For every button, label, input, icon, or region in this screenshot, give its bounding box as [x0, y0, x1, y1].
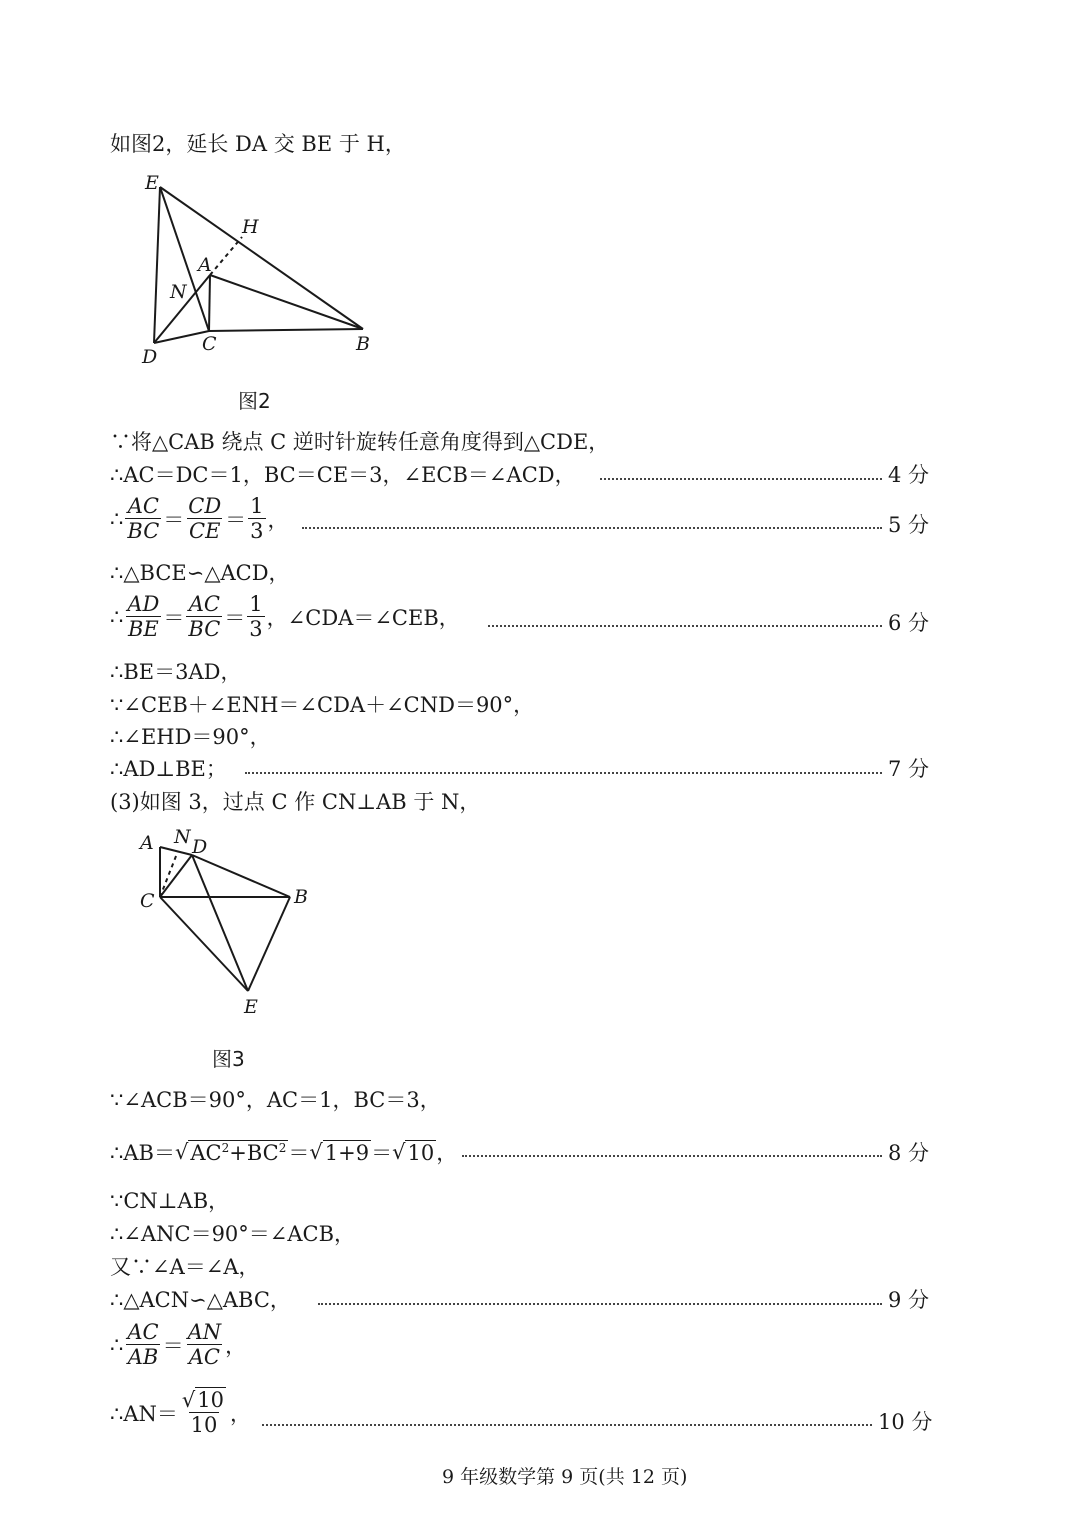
fig3-segment-CE — [160, 897, 248, 991]
fig2-label-C: C — [202, 333, 217, 355]
figure-3 — [130, 825, 330, 1025]
fraction: $\frac{AN}{AC}$ — [187, 1320, 222, 1370]
fraction: $\frac{AC}{AB}$ — [127, 1320, 159, 1370]
part3-line-5: 又∵∠A＝∠A， — [110, 1255, 260, 1279]
score-5: 5 分 — [888, 513, 930, 537]
fig3-segment-AD — [160, 847, 192, 855]
fraction: $\frac{1}{3}$ — [250, 494, 264, 544]
fig3-label-B: B — [294, 886, 308, 908]
fig2-label-N: N — [170, 281, 187, 303]
fig2-segment-ED — [154, 187, 160, 343]
fig3-segment-BE — [248, 897, 290, 991]
part3-line-3: ∵CN⊥AB， — [110, 1189, 230, 1213]
leader-dots — [488, 625, 882, 627]
fraction: $\frac{√10}{10}$ — [181, 1388, 225, 1438]
fraction: $\frac{AD}{BE}$ — [127, 592, 160, 642]
part3-line-6: ∴△ACN∽△ABC， — [110, 1288, 291, 1312]
figure-2 — [130, 165, 390, 375]
fig2-label-A: A — [198, 254, 212, 276]
part3-line-1: ∵∠ACB＝90°，AC＝1，BC＝3， — [110, 1088, 441, 1112]
step-6: ∴BE＝3AD， — [110, 660, 242, 684]
step-2: ∴AC＝DC＝1，BC＝CE＝3，∠ECB＝∠ACD， — [110, 463, 576, 487]
step-7: ∵∠CEB＋∠ENH＝∠CDA＋∠CND＝90°， — [110, 693, 535, 717]
fig3-label-C: C — [140, 890, 155, 912]
step-1: ∵将△CAB 绕点 C 逆时针旋转任意角度得到△CDE， — [110, 430, 610, 454]
leader-dots — [302, 527, 882, 529]
fig3-label-E: E — [244, 996, 258, 1018]
fraction: $\frac{AC}{BC}$ — [188, 592, 221, 642]
fig3-label-A: A — [140, 832, 154, 854]
fraction: $\frac{CD}{CE}$ — [188, 494, 222, 544]
intro-line: 如图2，延长 DA 交 BE 于 H， — [110, 132, 406, 156]
score-7: 7 分 — [888, 757, 930, 781]
fig2-segment-CB — [209, 329, 363, 331]
score-6: 6 分 — [888, 611, 930, 635]
part3-line-4: ∴∠ANC＝90°＝∠ACB， — [110, 1222, 356, 1246]
fig2-caption: 图2 — [238, 389, 271, 413]
score-4: 4 分 — [888, 463, 930, 487]
fig3-dashed-CN — [160, 851, 178, 897]
fig3-caption: 图3 — [212, 1047, 245, 1071]
step-8: ∴∠EHD＝90°， — [110, 725, 271, 749]
fig2-label-H: H — [242, 216, 259, 238]
leader-dots — [262, 1424, 872, 1426]
step-3: ∴ $\frac{AC}{BC}$ ＝ $\frac{CD}{CE}$ ＝ $\frac{1}{3}$ ， — [110, 494, 289, 544]
score-10: 10 分 — [878, 1410, 933, 1434]
fig2-dashed-AH — [210, 237, 242, 275]
step-9: ∴AD⊥BE； — [110, 757, 227, 781]
fraction: $\frac{1}{3}$ — [249, 592, 263, 642]
fig2-label-E: E — [145, 172, 159, 194]
fig3-segment-CD — [160, 855, 192, 897]
fig2-label-D: D — [142, 346, 158, 368]
step-5: ∴ $\frac{AD}{BE}$ ＝ $\frac{AC}{BC}$ ＝ $\frac{1}{3}$ ，∠CDA＝∠CEB， — [110, 592, 460, 642]
fig3-label-N: N — [174, 826, 191, 848]
fig2-segment-EB — [160, 187, 363, 329]
step-4: ∴△BCE∽△ACD， — [110, 561, 290, 585]
leader-dots — [600, 478, 882, 480]
fig2-segment-AB — [210, 275, 363, 329]
page-footer: 9 年级数学第 9 页(共 12 页) — [442, 1466, 688, 1488]
leader-dots — [462, 1155, 882, 1157]
part3-line-7: ∴ $\frac{AC}{AB}$ ＝ $\frac{AN}{AC}$ ， — [110, 1320, 247, 1370]
fig3-label-D: D — [192, 836, 208, 858]
leader-dots — [318, 1303, 882, 1305]
fraction: $\frac{AC}{BC}$ — [127, 494, 160, 544]
fig2-label-B: B — [356, 333, 370, 355]
leader-dots — [245, 772, 882, 774]
part3-line-8: ∴AN＝ $\frac{√10}{10}$ ， — [110, 1388, 252, 1438]
step-10: (3)如图 3，过点 C 作 CN⊥AB 于 N， — [110, 790, 481, 814]
score-9: 9 分 — [888, 1288, 930, 1312]
fig2-segment-AC — [209, 275, 210, 331]
part3-line-2: ∴AB＝ √ $AC^2+BC^2$ ＝ √ 1+9 ＝ √ 10 ， — [110, 1140, 458, 1165]
score-8: 8 分 — [888, 1141, 930, 1165]
